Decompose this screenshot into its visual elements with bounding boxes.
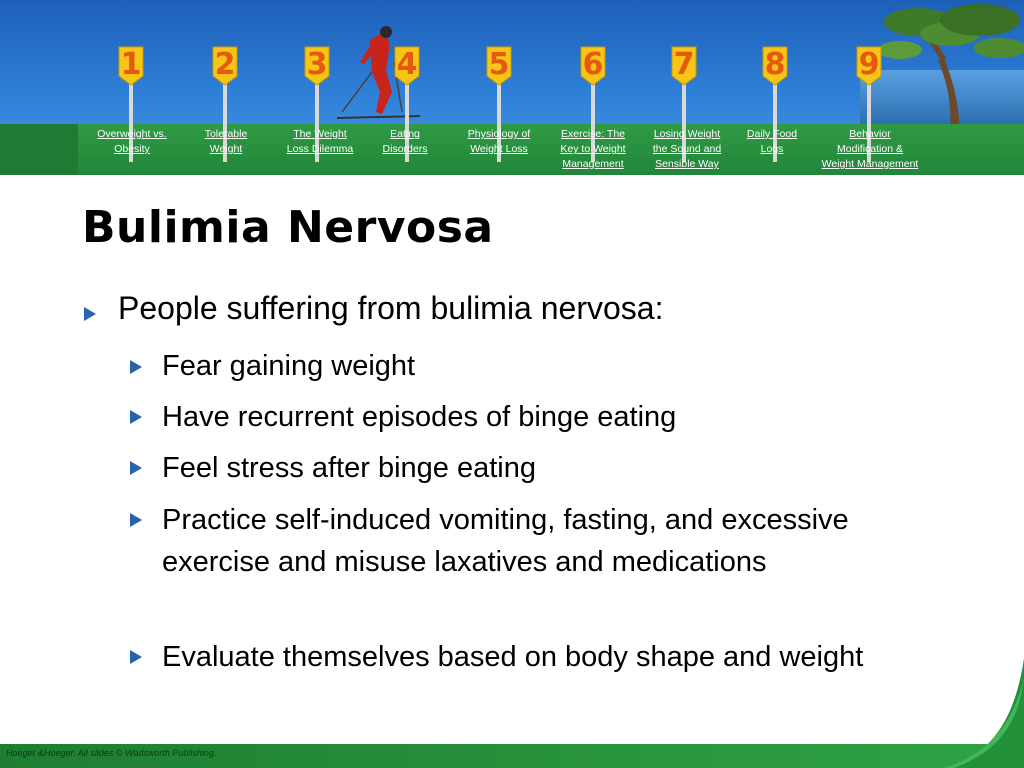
sign-number: 3 — [306, 47, 328, 82]
sign-number: 1 — [120, 47, 142, 82]
slide-title: Bulimia Nervosa — [82, 202, 494, 253]
nav-link-line: Tolerable — [204, 128, 248, 140]
nav-link-tolerable-weight[interactable] — [186, 127, 266, 157]
nav-link-line: Sensible Way — [655, 158, 719, 170]
nav-link-overweight-vs-obesity[interactable] — [92, 127, 172, 157]
header-banner — [0, 0, 1024, 175]
sign-number: 5 — [488, 47, 510, 82]
sign-8[interactable] — [762, 46, 788, 90]
nav-link-line: Logs — [760, 143, 784, 155]
nav-link-exercise-key[interactable] — [553, 127, 633, 172]
sign-1[interactable] — [118, 46, 144, 90]
sign-number: 7 — [673, 47, 695, 82]
sign-number: 4 — [396, 47, 418, 82]
nav-bar-shade — [0, 124, 78, 175]
nav-link-line: Loss Dilemma — [286, 143, 354, 155]
nav-link-eating-disorders[interactable] — [365, 127, 445, 157]
footer-credit: Hoeger &Hoeger. All slides © Wadsworth Publishing. — [6, 748, 217, 758]
nav-link-line: Weight — [209, 143, 243, 155]
sign-number: 2 — [214, 47, 236, 82]
tree-illustration — [880, 0, 1024, 130]
nav-link-daily-food-logs[interactable] — [732, 127, 812, 157]
bullet-arrow-icon — [130, 461, 142, 475]
bullet-arrow-icon — [130, 650, 142, 664]
sign-6[interactable] — [580, 46, 606, 90]
nav-link-line: Management — [562, 158, 624, 170]
nav-link-line: Physiology of — [467, 128, 531, 140]
nav-link-line: Exercise: The — [561, 128, 625, 140]
sign-number: 6 — [582, 47, 604, 82]
bullet-arrow-icon — [130, 360, 142, 374]
sign-2[interactable] — [212, 46, 238, 90]
nav-link-line: Losing Weight — [653, 128, 721, 140]
nav-link-line: Obesity — [114, 143, 150, 155]
nav-link-line: the Sound and — [652, 143, 722, 155]
nav-link-line: The Weight — [293, 128, 347, 140]
sign-9[interactable] — [856, 46, 882, 90]
sub-point: Evaluate themselves based on body shape and weight — [162, 641, 864, 673]
sign-number: 8 — [764, 47, 786, 82]
nav-link-behavior-modification[interactable] — [815, 127, 925, 172]
sub-point: Feel stress after binge eating — [162, 452, 536, 484]
nav-link-line: Weight Loss — [470, 143, 528, 155]
sub-point: Practice self-induced vomiting, fasting, and excessive exercise and misuse laxatives and medications — [162, 504, 849, 578]
sign-number: 9 — [858, 47, 880, 82]
sign-7[interactable] — [671, 46, 697, 90]
main-point: People suffering from bulimia nervosa: — [118, 290, 664, 326]
nav-link-physiology-of-weight-loss[interactable] — [459, 127, 539, 157]
nav-link-weight-loss-dilemma[interactable] — [280, 127, 360, 157]
sub-point: Fear gaining weight — [162, 350, 416, 382]
bullet-arrow-icon — [130, 513, 142, 527]
nav-link-line: Daily Food — [746, 128, 798, 140]
corner-swoosh — [944, 658, 1024, 768]
nav-link-line: Behavior — [849, 128, 891, 140]
nav-link-line: Disorders — [382, 143, 428, 155]
nav-link-line: Modification & — [837, 143, 903, 155]
bullet-arrow-icon — [130, 410, 142, 424]
nav-link-line: Eating — [390, 128, 420, 140]
bullet-arrow-icon — [84, 307, 96, 321]
nav-link-line: Overweight vs. — [97, 128, 167, 140]
sign-5[interactable] — [486, 46, 512, 90]
sub-point: Have recurrent episodes of binge eating — [162, 401, 677, 433]
sign-4[interactable] — [394, 46, 420, 90]
nav-link-line: Weight Management — [821, 158, 919, 170]
nav-link-line: Key to Weight — [560, 143, 626, 155]
nav-link-losing-weight-sensibly[interactable] — [647, 127, 727, 172]
sign-3[interactable] — [304, 46, 330, 90]
